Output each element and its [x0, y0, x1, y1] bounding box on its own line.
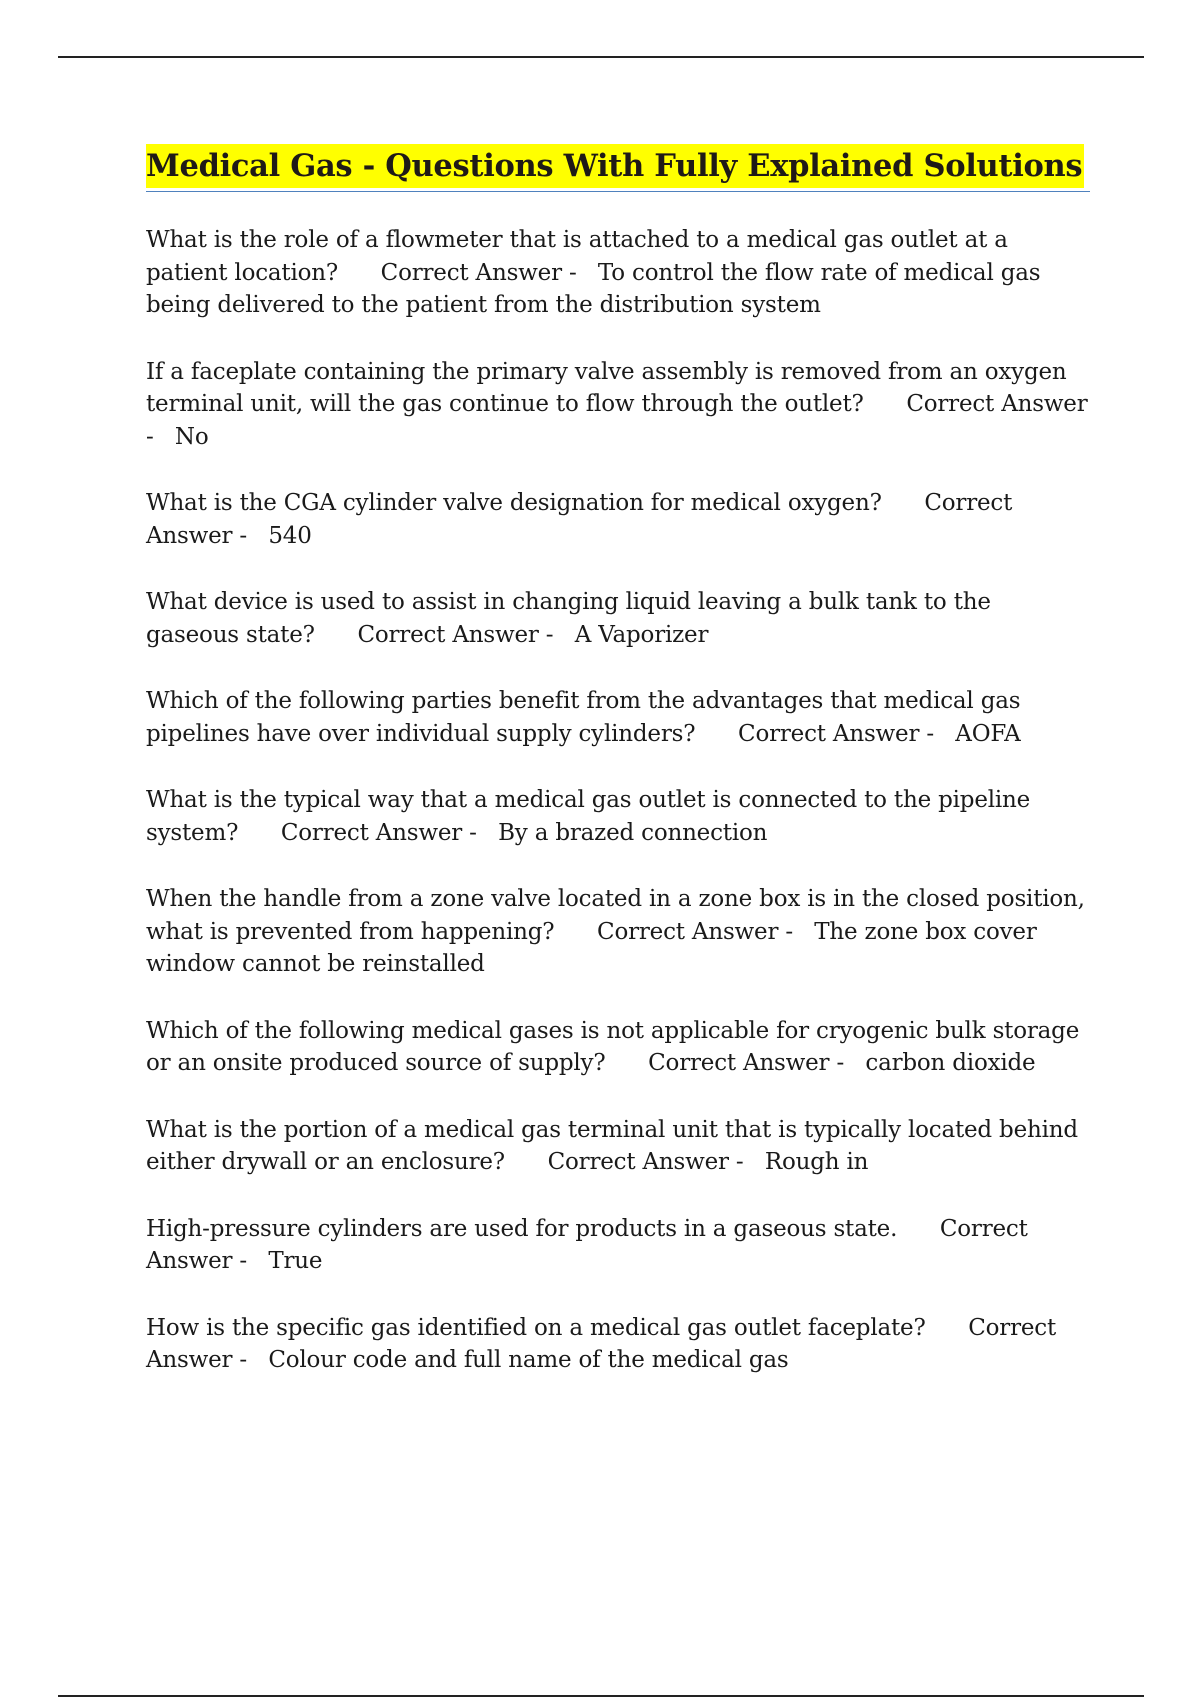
spacer [247, 523, 268, 549]
answer-label: Correct Answer - [547, 1149, 744, 1175]
spacer [338, 260, 381, 286]
footer-rule [58, 1695, 1144, 1697]
answer-text: AOFA [955, 720, 1021, 747]
qa-item [146, 586, 1090, 651]
qa-item [146, 784, 1090, 849]
question-text: If a faceplate containing the primary valve assembly is removed from an oxygen terminal unit, will the gas continue to flow through the outlet? [146, 358, 1067, 417]
qa-item [146, 883, 1090, 981]
answer-label: Correct Answer - [738, 720, 934, 747]
question-text: How is the specific gas identified on a medical gas outlet faceplate? [146, 1314, 926, 1341]
answer-label: Correct Answer - [146, 1314, 1057, 1373]
answer-text: 540 [268, 522, 312, 549]
qa-item [146, 685, 1090, 750]
spacer [238, 820, 281, 846]
spacer [844, 1050, 865, 1076]
answer-text: A Vaporizer [574, 621, 709, 648]
question-text: What is the typical way that a medical gas outlet is connected to the pipeline system? [146, 787, 1031, 846]
answer-text: No [174, 423, 209, 450]
answer-text: True [268, 1248, 323, 1274]
document-title: Medical Gas - Questions With Fully Explained Solutions [146, 144, 1084, 188]
spacer [793, 919, 814, 945]
document-body [146, 144, 1090, 1411]
spacer [744, 1149, 765, 1175]
qa-list [146, 224, 1090, 1377]
question-text: What device is used to assist in changing liquid leaving a bulk tank to the gaseous state? [146, 589, 991, 648]
spacer [505, 1149, 548, 1175]
spacer [247, 1248, 268, 1274]
qa-item [146, 224, 1090, 322]
answer-text: Colour code and full name of the medical gas [268, 1347, 789, 1373]
qa-item [146, 356, 1090, 454]
qa-item [146, 1312, 1090, 1377]
question-text: High-pressure cylinders are used for products in a gaseous state. [146, 1215, 898, 1242]
spacer [554, 919, 597, 945]
spacer [605, 1050, 648, 1076]
answer-label: Correct Answer - [380, 259, 577, 286]
question-text: What is the role of a flowmeter that is attached to a medical gas outlet at a patient location? [146, 227, 1008, 286]
qa-item [146, 1213, 1090, 1278]
spacer [247, 1347, 268, 1373]
answer-label: Correct Answer - [146, 1215, 1028, 1274]
answer-label: Correct Answer - [648, 1050, 845, 1076]
answer-text: The zone box cover window cannot be reinstalled [146, 918, 1037, 977]
answer-label: Correct Answer - [146, 391, 1088, 450]
spacer [926, 1315, 969, 1341]
qa-item [146, 1015, 1090, 1080]
question-text: When the handle from a zone valve located in a zone box is in the closed position, what is prevented from happening? [146, 886, 1085, 945]
spacer [154, 424, 175, 450]
answer-label: Correct Answer - [597, 918, 793, 945]
answer-label: Correct Answer - [357, 621, 554, 648]
spacer [553, 622, 574, 648]
qa-item [146, 1114, 1090, 1179]
question-text: What is the CGA cylinder valve designation for medical oxygen? [146, 490, 882, 516]
spacer [315, 622, 358, 648]
question-text: Which of the following parties benefit from the advantages that medical gas pipelines have over individual supply cylinders? [146, 688, 1021, 747]
question-text: Which of the following medical gases is not applicable for cryogenic bulk storage or an onsite produced source of supply? [146, 1017, 1080, 1076]
spacer [897, 1216, 940, 1242]
spacer [695, 721, 738, 747]
answer-text: By a brazed connection [498, 819, 768, 846]
answer-text: carbon dioxide [865, 1050, 1036, 1076]
title-block [146, 144, 1090, 192]
spacer [934, 721, 955, 747]
qa-item [146, 487, 1090, 552]
spacer [882, 490, 925, 516]
spacer [864, 391, 907, 417]
answer-text: Rough in [764, 1149, 869, 1175]
answer-label: Correct Answer - [280, 819, 477, 846]
question-text: What is the portion of a medical gas terminal unit that is typically located behind either drywall or an enclosure? [146, 1116, 1078, 1175]
answer-text: To control the flow rate of medical gas being delivered to the patient from the distribution system [146, 259, 1041, 318]
spacer [577, 260, 598, 286]
spacer [477, 820, 498, 846]
header-rule [58, 56, 1144, 58]
answer-label: Correct Answer - [146, 490, 1013, 549]
